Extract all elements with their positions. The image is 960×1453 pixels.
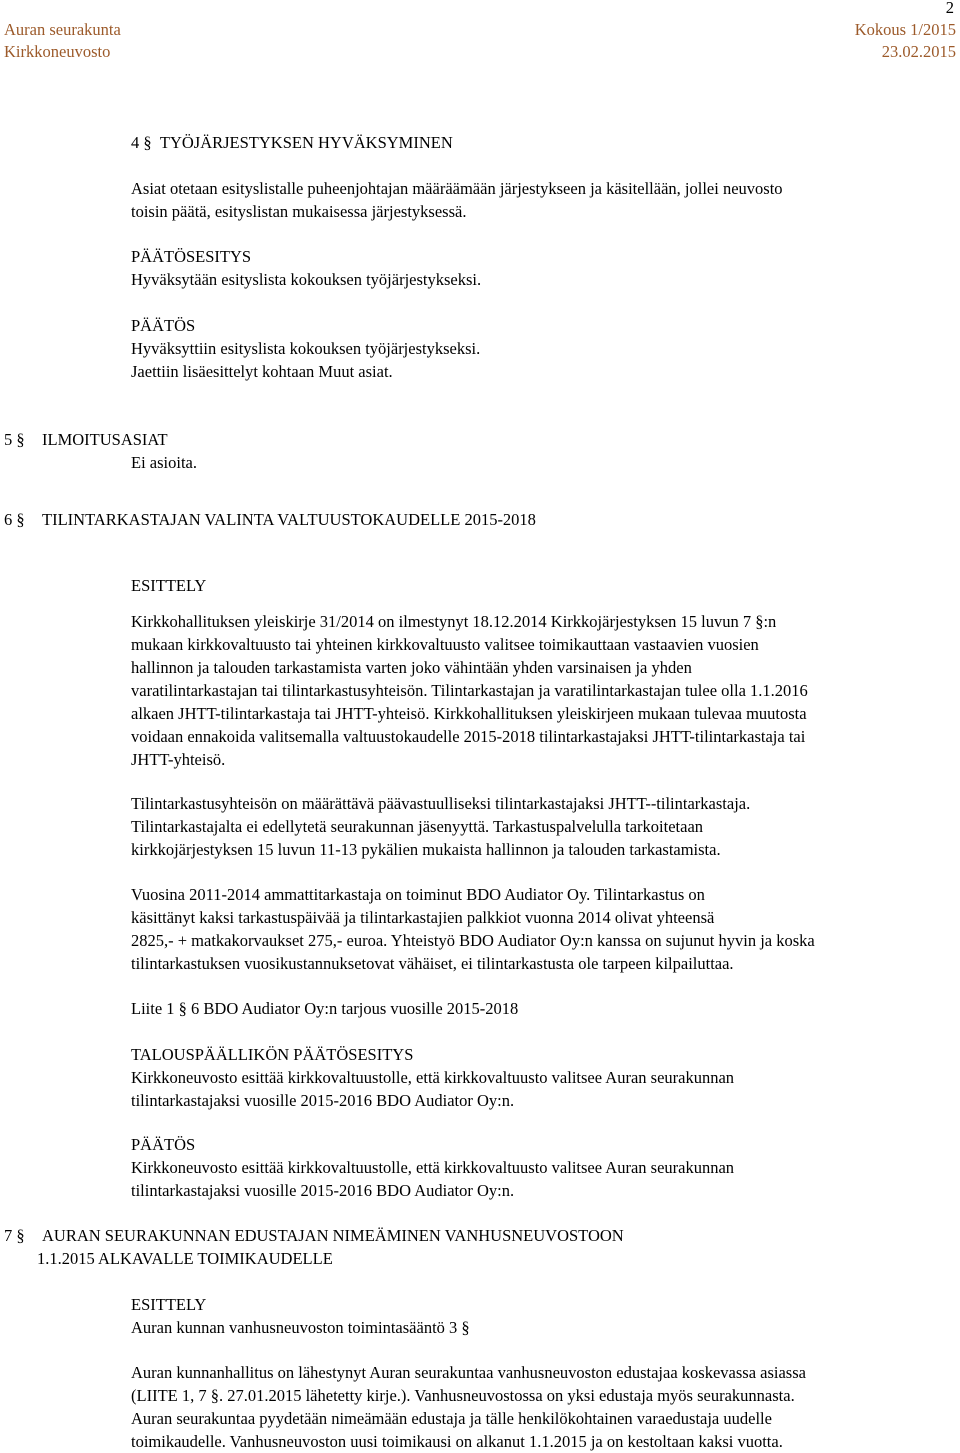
section-6-para2-line: Tilintarkastajalta ei edellytetä seurakunnan jäsenyyttä. Tarkastuspalvelulla tarkoitetaan [131, 817, 704, 836]
section-6-number: 6 § [4, 510, 25, 529]
section-7-para-line: Auran seurakuntaa pyydetään nimeämään edustaja ja tälle henkilökohtainen varaedustaja uudelle [131, 1409, 772, 1428]
section-4-decision-text: Hyväksyttiin esityslista kokouksen työjärjestykseksi. [131, 339, 481, 358]
section-6-attachment: Liite 1 § 6 BDO Audiator Oy:n tarjous vuosille 2015-2018 [131, 999, 519, 1018]
section-6-finance-line: tilintarkastajaksi vuosille 2015-2016 BDO Audiator Oy:n. [131, 1091, 515, 1110]
section-4-number: 4 § [131, 133, 152, 152]
page-number: 2 [945, 0, 954, 17]
section-4-intro-line: Asiat otetaan esityslistalle puheenjohtajan määräämään järjestykseen ja käsitellään, jollei neuvosto [131, 179, 783, 198]
section-6-decision-heading: PÄÄTÖS [131, 1135, 196, 1154]
section-7-rule: Auran kunnan vanhusneuvoston toimintasääntö 3 § [131, 1318, 470, 1337]
section-6-para1-line: voidaan ennakoida valitsemalla valtuustokaudelle 2015-2018 tilintarkastajaksi JHTT-tilintarkastaja tai [131, 727, 806, 746]
section-7-title-line2: 1.1.2015 ALKAVALLE TOIMIKAUDELLE [37, 1249, 333, 1268]
section-6-para2-line: kirkkojärjestyksen 15 luvun 11-13 pykälien mukaista hallinnon ja talouden tarkastamista. [131, 840, 721, 859]
section-6-para1-line: alkaen JHTT-tilintarkastaja tai JHTT-yhteisö. Kirkkohallituksen yleiskirjeen mukaan tulevaa muutosta [131, 704, 807, 723]
section-7-title: AURAN SEURAKUNNAN EDUSTAJAN NIMEÄMINEN VANHUSNEUVOSTOON [42, 1226, 624, 1245]
section-4-title-line [131, 132, 453, 154]
section-5-title: ILMOITUSASIAT [42, 430, 168, 449]
section-6-decision-line: Kirkkoneuvosto esittää kirkkovaltuustolle, että kirkkovaltuusto valitsee Auran seurakunnan [131, 1158, 735, 1177]
section-6-para3-line: tilintarkastuksen vuosikustannuksetovat vähäiset, ei tilintarkastusta ole tarpeen kilpailuttaa. [131, 954, 734, 973]
section-6-para1-line: mukaan kirkkovaltuusto tai yhteinen kirkkovaltuusto valitsee toimikauttaan vastaavien vuosien [131, 635, 759, 654]
section-6-para3-line: Vuosina 2011-2014 ammattitarkastaja on toiminut BDO Audiator Oy. Tilintarkastus on [131, 885, 705, 904]
section-4-proposal-heading: PÄÄTÖSESITYS [131, 247, 252, 266]
section-4-proposal-text: Hyväksytään esityslista kokouksen työjärjestykseksi. [131, 270, 482, 289]
section-6-finance-line: Kirkkoneuvosto esittää kirkkovaltuustolle, että kirkkovaltuusto valitsee Auran seurakunnan [131, 1068, 735, 1087]
section-4-decision-text: Jaettiin lisäesittelyt kohtaan Muut asiat. [131, 362, 393, 381]
section-6-para1-line: Kirkkohallituksen yleiskirje 31/2014 on ilmestynyt 18.12.2014 Kirkkojärjestyksen 15 luvun 7 §:n [131, 612, 777, 631]
section-6-para3-line: käsittänyt kaksi tarkastuspäivää ja tilintarkastajien palkkiot vuonna 2014 olivat yhteensä [131, 908, 715, 927]
section-6-para3-line: 2825,- + matkakorvaukset 275,- euroa. Yhteistyö BDO Audiator Oy:n kanssa on sujunut hyvin ja koska [131, 931, 815, 950]
header-meeting: Kokous 1/2015 [854, 20, 956, 39]
section-7-para-line: (LIITE 1, 7 §. 27.01.2015 lähetetty kirje.). Vanhusneuvostossa on yksi edustaja myös seurakunnasta. [131, 1386, 795, 1405]
section-6-para1-line: hallinnon ja talouden tarkastamista varten joko vähintään yhden varsinaisen ja yhden [131, 658, 692, 677]
section-4-title: TYÖJÄRJESTYKSEN HYVÄKSYMINEN [159, 133, 453, 152]
section-6-finance-heading: TALOUSPÄÄLLIKÖN PÄÄTÖSESITYS [131, 1045, 414, 1064]
header-organization: Auran seurakunta [4, 20, 121, 39]
section-6-para1-line: JHTT-yhteisö. [131, 750, 226, 769]
section-5-number: 5 § [4, 430, 25, 449]
header-body: Kirkkoneuvosto [4, 42, 111, 61]
section-4-intro-line: toisin päätä, esityslistan mukaisessa järjestyksessä. [131, 202, 467, 221]
section-6-decision-line: tilintarkastajaksi vuosille 2015-2016 BDO Audiator Oy:n. [131, 1181, 515, 1200]
section-4-decision-heading: PÄÄTÖS [131, 316, 196, 335]
section-7-number: 7 § [4, 1226, 25, 1245]
section-6-intro-heading: ESITTELY [131, 576, 207, 595]
section-7-para-line: toimikaudelle. Vanhusneuvoston uusi toimikausi on alkanut 1.1.2015 ja on kestoltaan kaksi vuotta. [131, 1432, 783, 1451]
section-6-para2-line: Tilintarkastusyhteisön on määrättävä päävastuulliseksi tilintarkastajaksi JHTT--tilintarkastaja. [131, 794, 751, 813]
section-7-intro-heading: ESITTELY [131, 1295, 207, 1314]
section-7-para-line: Auran kunnanhallitus on lähestynyt Auran seurakuntaa vanhusneuvoston edustajaa koskevassa asiassa [131, 1363, 806, 1382]
header-date: 23.02.2015 [881, 42, 956, 61]
section-5-text: Ei asioita. [131, 453, 197, 472]
section-6-title: TILINTARKASTAJAN VALINTA VALTUUSTOKAUDELLE 2015-2018 [42, 510, 536, 529]
section-6-para1-line: varatilintarkastajan tai tilintarkastusyhteisön. Tilintarkastajan ja varatilintarkastajan tulee olla 1.1.2016 [131, 681, 808, 700]
